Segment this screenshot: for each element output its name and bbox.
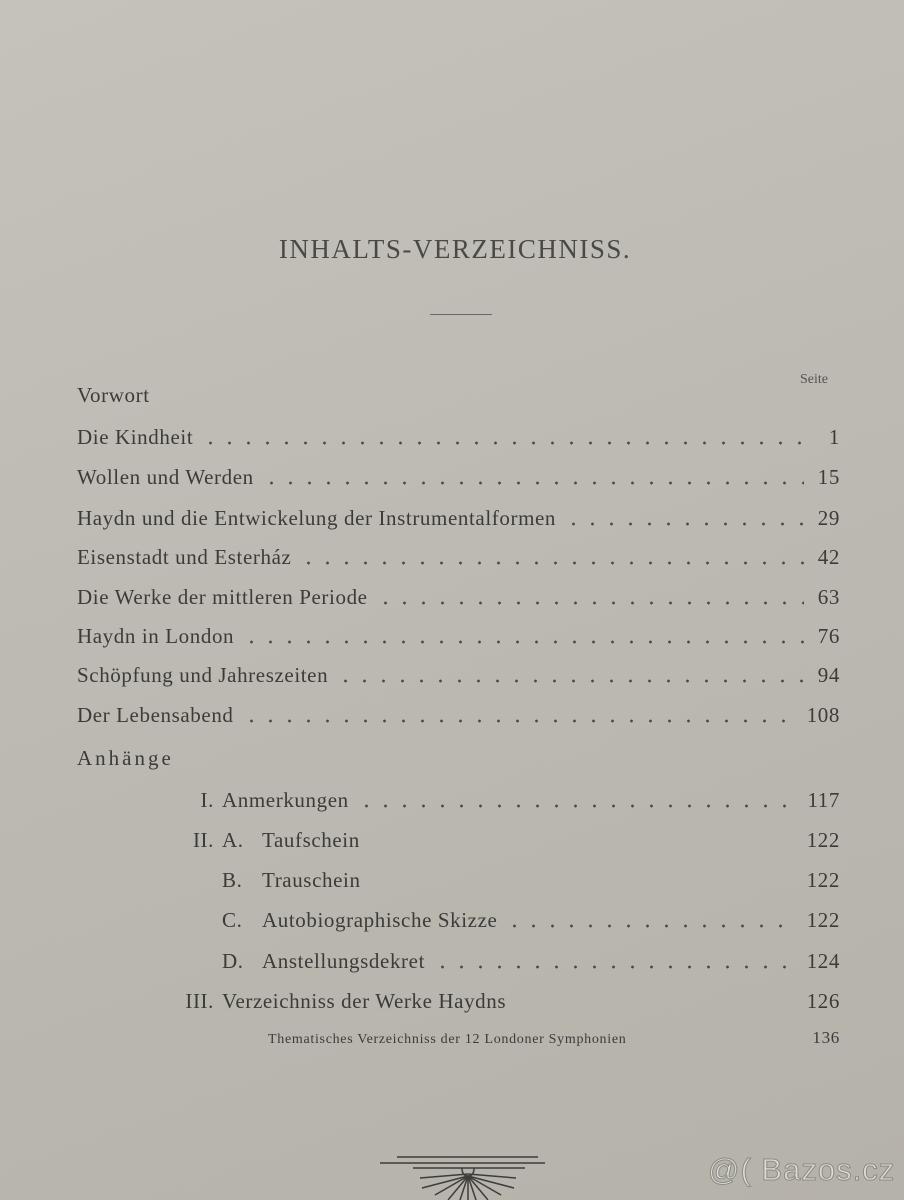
dot-leader xyxy=(564,521,804,527)
entry-page: 15 xyxy=(817,465,840,489)
toc-entry xyxy=(77,382,840,408)
appendix-entry xyxy=(170,827,840,853)
roman-numeral: III. xyxy=(185,989,214,1013)
entry-label: Die Kindheit xyxy=(77,425,194,449)
dot-leader xyxy=(505,923,792,929)
entry-label: Anmerkungen xyxy=(222,788,349,812)
toc-entry xyxy=(77,623,840,649)
title-divider xyxy=(430,314,492,315)
entry-label: Autobiographische Skizze xyxy=(262,908,498,932)
entry-label: Anstellungsdekret xyxy=(262,949,426,973)
sub-letter: A. xyxy=(222,828,244,852)
entry-page: 126 xyxy=(806,989,840,1013)
ornament-icon xyxy=(380,1150,550,1200)
appendix-entry xyxy=(170,867,840,893)
entry-label: Verzeichniss der Werke Haydns xyxy=(222,989,507,1013)
entry-page: 76 xyxy=(817,624,840,648)
dot-leader xyxy=(376,600,804,606)
entry-page: 94 xyxy=(817,663,840,687)
entry-label: Eisenstadt und Esterház xyxy=(77,545,292,569)
entry-label: Haydn und die Entwickelung der Instrumentalformen xyxy=(77,506,557,530)
dot-leader xyxy=(433,964,793,970)
entry-page: 124 xyxy=(806,949,840,973)
appendix-entry xyxy=(170,988,840,1014)
sub-letter: C. xyxy=(222,908,243,932)
toc-entry xyxy=(77,544,840,570)
entry-label: Trauschein xyxy=(262,868,361,892)
appendix-entry xyxy=(170,948,840,974)
dot-leader xyxy=(262,480,804,486)
toc-entry xyxy=(77,505,840,531)
sub-letter: D. xyxy=(222,949,244,973)
thematic-entry xyxy=(268,1022,840,1048)
entry-page: 42 xyxy=(817,545,840,569)
entry-label: Thematisches Verzeichniss der 12 Londoner Symphonien xyxy=(268,1032,627,1047)
dot-leader xyxy=(201,440,806,446)
entry-label: Die Werke der mittleren Periode xyxy=(77,585,368,609)
entry-page: 122 xyxy=(806,868,840,892)
toc-entry xyxy=(77,702,840,728)
entry-page: 136 xyxy=(812,1028,840,1047)
entry-page: 122 xyxy=(806,828,840,852)
dot-leader xyxy=(242,639,804,645)
entry-page: 117 xyxy=(807,788,840,812)
sub-letter: B. xyxy=(222,868,243,892)
dot-leader xyxy=(242,718,793,724)
entry-label: Haydn in London xyxy=(77,624,235,648)
appendix-entry xyxy=(170,787,840,813)
appendix-heading: Anhänge xyxy=(77,746,174,770)
entry-label: Vorwort xyxy=(77,383,150,407)
roman-numeral: II. xyxy=(192,828,214,852)
entry-page: 63 xyxy=(817,585,840,609)
watermark: @( Bazos.cz xyxy=(708,1152,896,1187)
blank-leader xyxy=(514,1004,793,1010)
entry-page: 1 xyxy=(828,425,840,449)
entry-label: Wollen und Werden xyxy=(77,465,254,489)
entry-page: 122 xyxy=(806,908,840,932)
entry-page: 29 xyxy=(817,506,840,530)
entry-label: Der Lebensabend xyxy=(77,703,234,727)
dot-leader xyxy=(336,678,804,684)
toc-entry xyxy=(77,584,840,610)
page-title: INHALTS-VERZEICHNISS. xyxy=(278,234,632,264)
appendix-entry xyxy=(170,907,840,933)
dot-leader xyxy=(299,560,803,566)
roman-numeral: I. xyxy=(200,788,214,812)
blank-leader xyxy=(630,1042,808,1048)
toc-entry xyxy=(77,662,840,688)
entry-label: Schöpfung und Jahreszeiten xyxy=(77,663,329,687)
page-column-label: Seite xyxy=(800,372,828,387)
dot-leader xyxy=(357,803,794,809)
blank-leader xyxy=(368,843,793,849)
toc-entry xyxy=(77,464,840,490)
blank-leader xyxy=(369,883,793,889)
entry-label: Taufschein xyxy=(262,828,360,852)
entry-page: 108 xyxy=(806,703,840,727)
toc-entry xyxy=(77,424,840,450)
